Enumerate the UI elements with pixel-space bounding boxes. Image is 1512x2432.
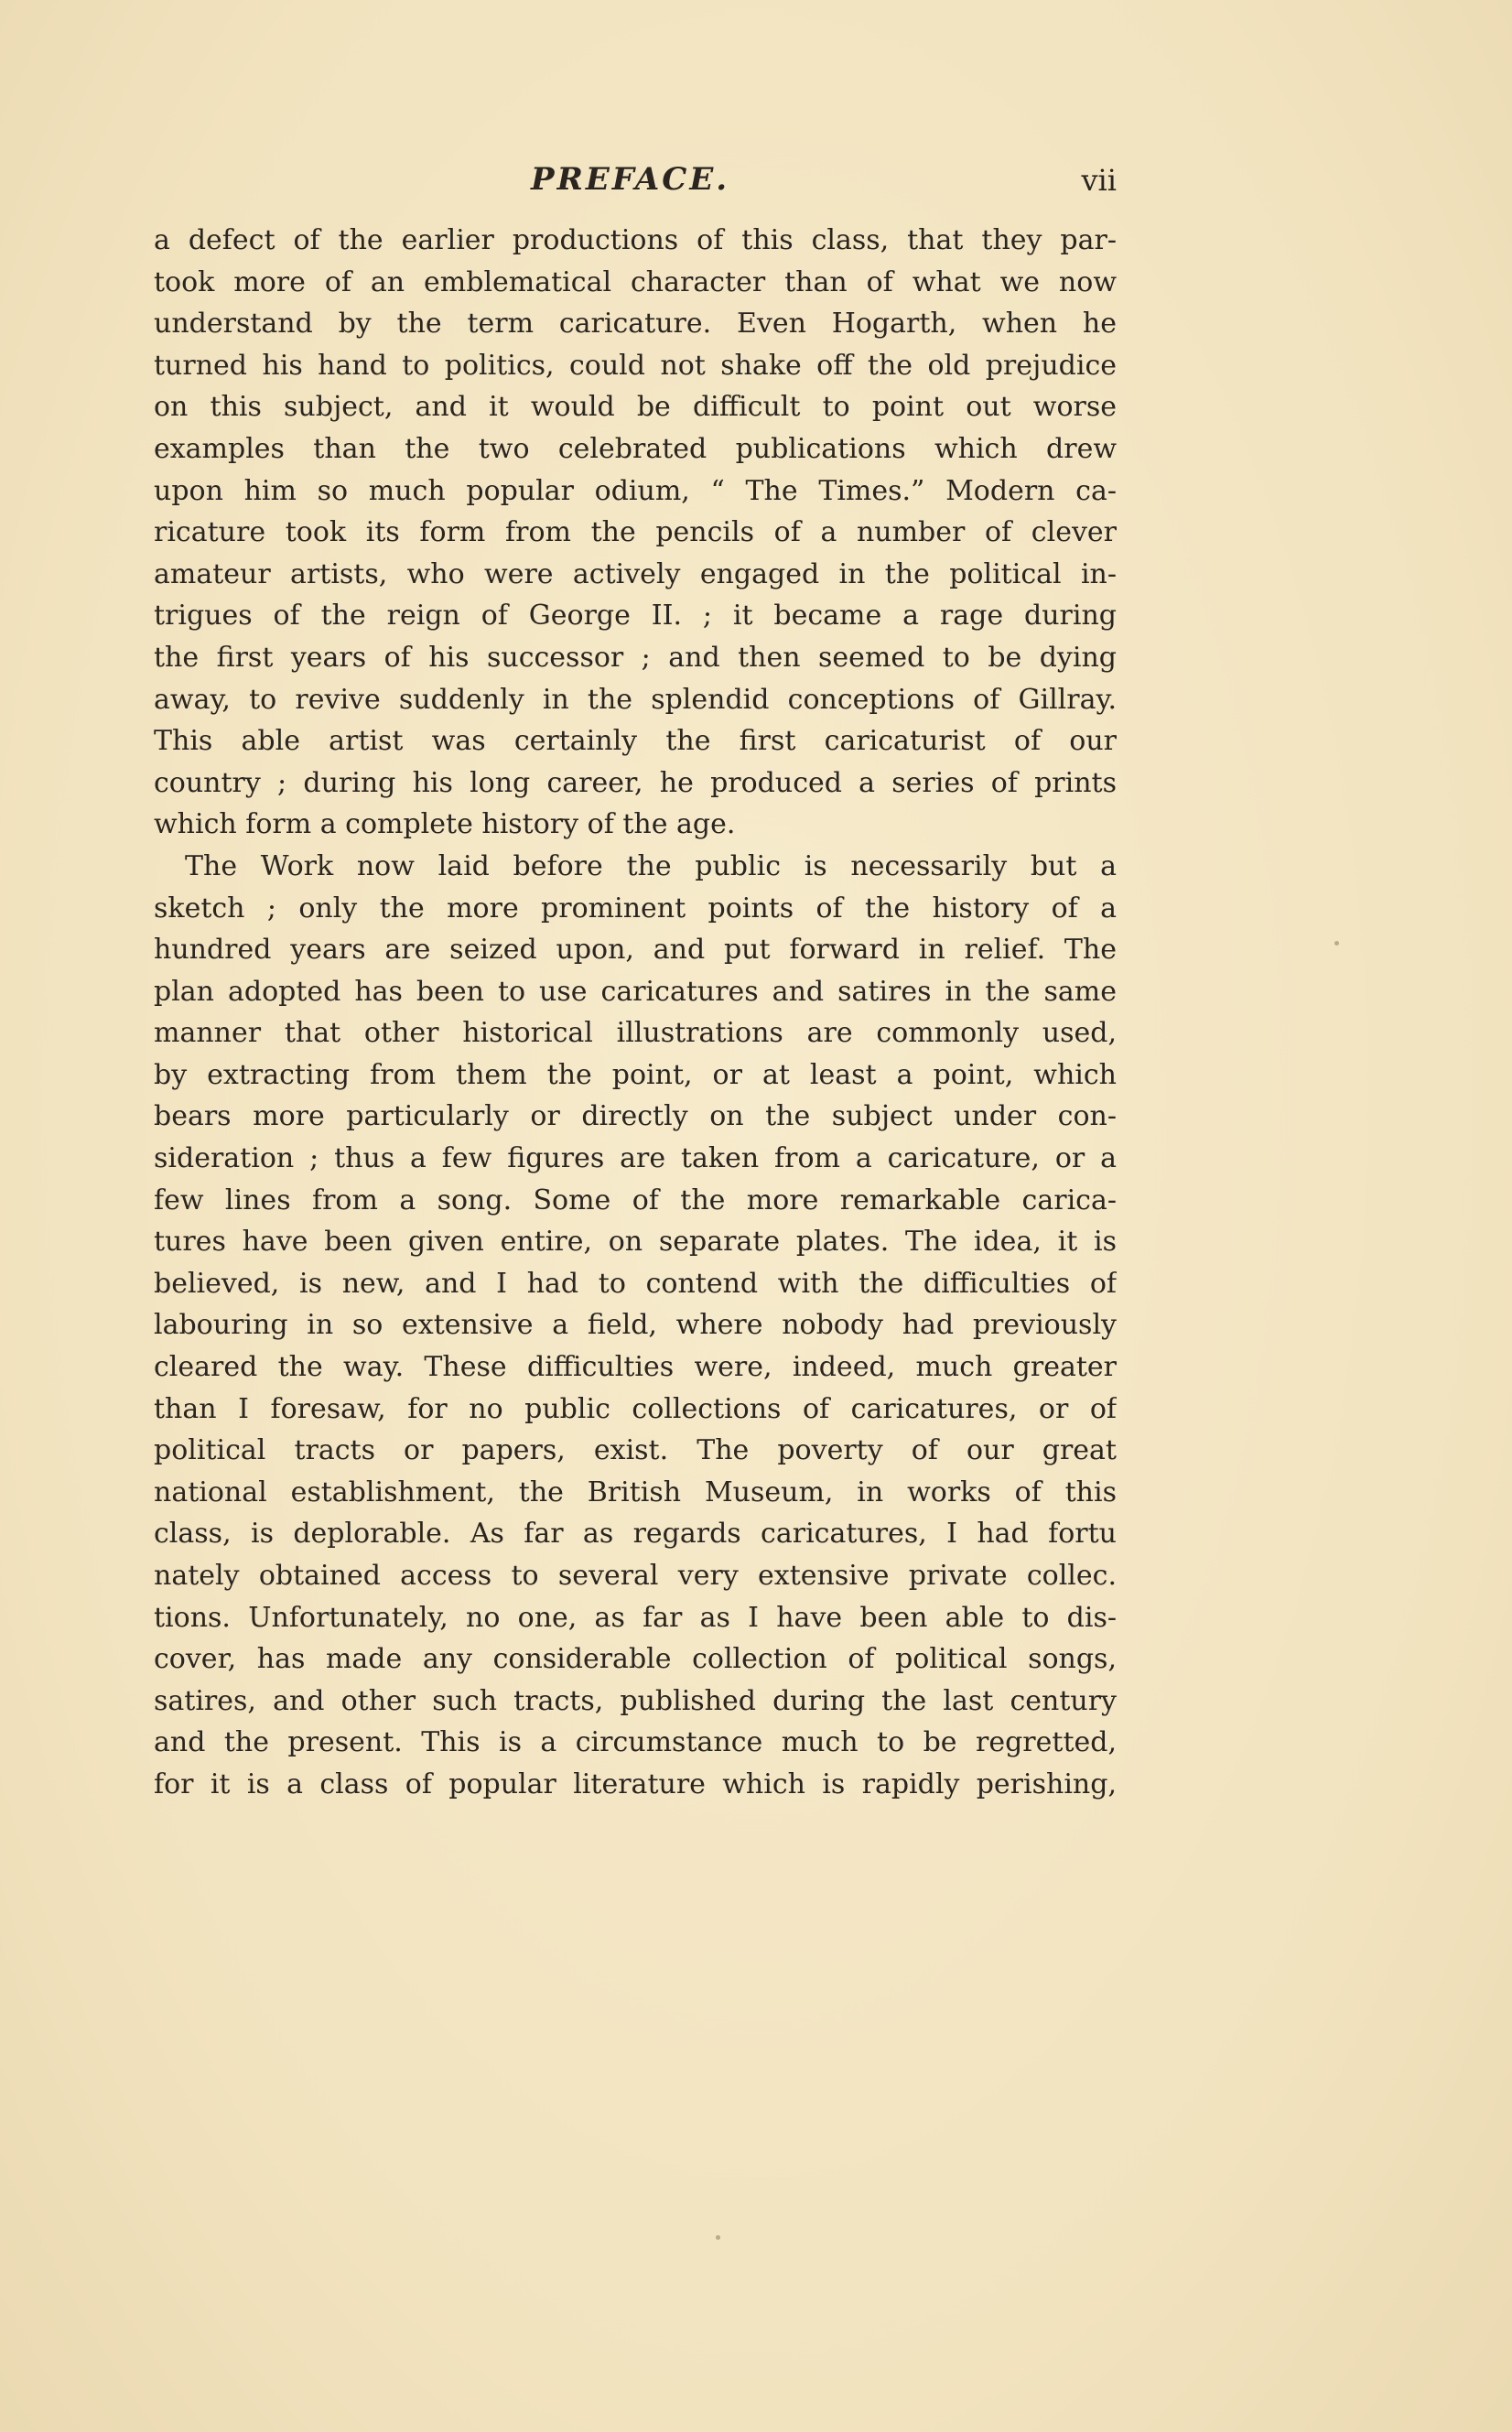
text-line: took more of an emblematical character than of what we now	[154, 265, 1117, 298]
text-line: the first years of his successor ; and then seemed to be dying	[154, 641, 1117, 674]
text-line: The Work now laid before the public is necessarily but a	[185, 849, 1117, 882]
text-line: tions. Unfortunately, no one, as far as I have been able to dis-	[154, 1601, 1117, 1634]
paragraph-1	[154, 220, 1117, 846]
text-line: satires, and other such tracts, published during the last century	[154, 1684, 1117, 1717]
text-line: upon him so much popular odium, “ The Times.” Modern ca-	[154, 474, 1117, 507]
running-head	[154, 156, 1117, 211]
text-line: cover, has made any considerable collection of political songs,	[154, 1643, 1117, 1676]
text-line: by extracting from them the point, or at least a point, which	[154, 1058, 1117, 1091]
text-line: than I foresaw, for no public collections of caricatures, or of	[154, 1392, 1117, 1425]
text-line: hundred years are seized upon, and put forward in relief. The	[154, 934, 1117, 967]
text-line: examples than the two celebrated publications which drew	[154, 432, 1117, 465]
text-line: sketch ; only the more prominent points of the history of a	[154, 892, 1117, 924]
text-line: This able artist was certainly the first caricaturist of our	[154, 725, 1117, 758]
text-line: country ; during his long career, he produced a series of prints	[154, 766, 1117, 799]
text-line: a defect of the earlier productions of this class, that they par-	[154, 224, 1117, 256]
text-line: for it is a class of popular literature which is rapidly perishing,	[154, 1767, 1117, 1800]
text-line: few lines from a song. Some of the more remarkable carica-	[154, 1184, 1117, 1216]
paper-speck	[1334, 941, 1339, 946]
text-line: plan adopted has been to use caricatures and satires in the same	[154, 975, 1117, 1008]
text-line: nately obtained access to several very extensive private collec.	[154, 1560, 1117, 1592]
page-number: vii	[1081, 163, 1117, 198]
text-line: ricature took its form from the pencils of a number of clever	[154, 516, 1117, 549]
paper-speck	[716, 2235, 720, 2240]
text-line: manner that other historical illustrations are commonly used,	[154, 1017, 1117, 1050]
running-title: PREFACE.	[531, 161, 730, 198]
text-line: sideration ; thus a few figures are taken from a caricature, or a	[154, 1142, 1117, 1175]
text-line: and the present. This is a circumstance much to be regretted,	[154, 1726, 1117, 1759]
text-line: amateur artists, who were actively engaged in the political in-	[154, 557, 1117, 590]
text-line: believed, is new, and I had to contend with the difficulties of	[154, 1267, 1117, 1300]
text-line: class, is deplorable. As far as regards caricatures, I had fortu	[154, 1518, 1117, 1551]
text-line: labouring in so extensive a field, where nobody had previously	[154, 1309, 1117, 1342]
text-line: understand by the term caricature. Even Hogarth, when he	[154, 308, 1117, 340]
text-line: away, to revive suddenly in the splendid conceptions of Gillray.	[154, 683, 1117, 716]
text-line: trigues of the reign of George II. ; it became a rage during	[154, 600, 1117, 632]
text-line: national establishment, the British Museum, in works of this	[154, 1475, 1117, 1508]
body-text	[154, 220, 1117, 1806]
paragraph-2	[154, 846, 1117, 1806]
text-line: cleared the way. These difficulties were, indeed, much greater	[154, 1351, 1117, 1384]
text-line: on this subject, and it would be difficult to point out worse	[154, 391, 1117, 424]
text-line: turned his hand to politics, could not shake off the old prejudice	[154, 349, 1117, 382]
text-line: political tracts or papers, exist. The poverty of our great	[154, 1434, 1117, 1467]
text-line: which form a complete history of the age.	[154, 808, 736, 841]
text-line: tures have been given entire, on separate plates. The idea, it is	[154, 1226, 1117, 1259]
text-line: bears more particularly or directly on the subject under con-	[154, 1100, 1117, 1133]
